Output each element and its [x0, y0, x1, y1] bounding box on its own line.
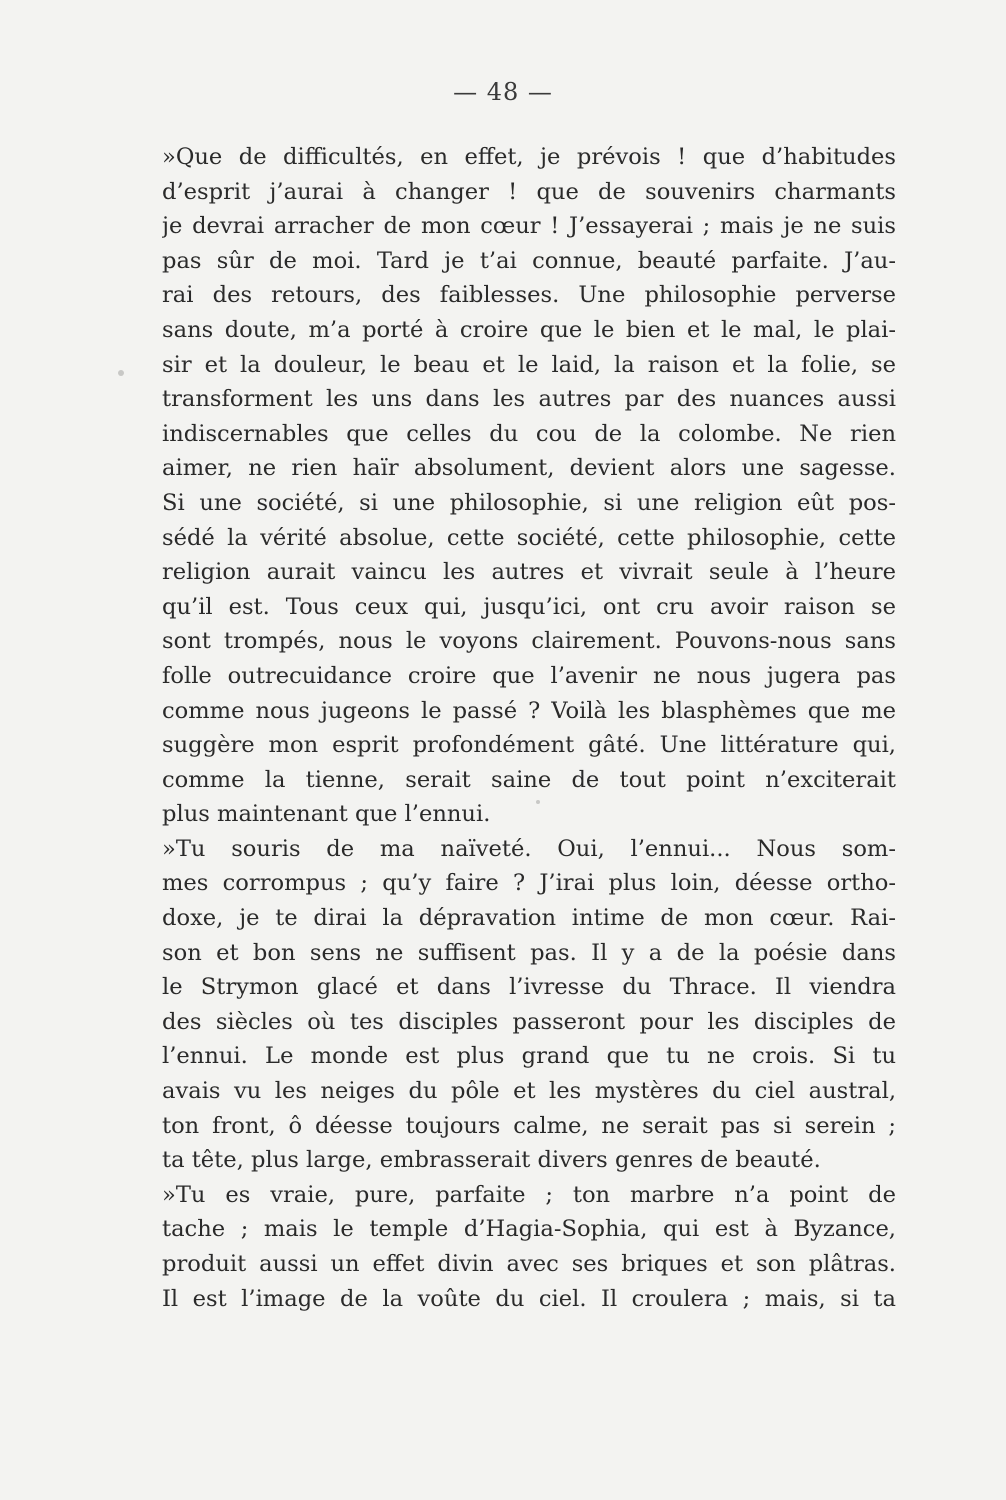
- text-line: je devrai arracher de mon cœur ! J’essayerai ; mais je ne suis: [162, 213, 896, 240]
- paper-speck: [118, 370, 124, 376]
- text-line: produit aussi un effet divin avec ses briques et son plâtras.: [162, 1251, 896, 1277]
- text-line: mes corrompus ; qu’y faire ? J’irai plus loin, déesse ortho-: [162, 870, 896, 897]
- text-line: aimer, ne rien haïr absolument, devient alors une sagesse.: [162, 455, 896, 482]
- text-line: Si une société, si une philosophie, si une religion eût pos-: [162, 489, 896, 516]
- text-line: pas sûr de moi. Tard je t’ai connue, beauté parfaite. J’au-: [162, 247, 896, 274]
- text-line: rai des retours, des faiblesses. Une philosophie perverse: [162, 282, 896, 309]
- text-line: comme nous jugeons le passé ? Voilà les blasphèmes que me: [162, 697, 896, 724]
- text-line: »Que de difficultés, en effet, je prévois ! que d’habitudes: [162, 144, 896, 170]
- text-line: d’esprit j’aurai à changer ! que de souvenirs charmants: [162, 178, 896, 205]
- text-line: folle outrecuidance croire que l’avenir ne nous jugera pas: [162, 662, 896, 689]
- text-line: »Tu souris de ma naïveté. Oui, l’ennui... Nous som-: [162, 835, 896, 862]
- text-line: sans doute, m’a porté à croire que le bien et le mal, le plai-: [162, 316, 896, 343]
- text-line: tache ; mais le temple d’Hagia-Sophia, qui est à Byzance,: [162, 1216, 896, 1243]
- text-line: religion aurait vaincu les autres et vivrait seule à l’heure: [162, 559, 896, 586]
- page-number: — 48 —: [453, 78, 553, 106]
- text-line: sont trompés, nous le voyons clairement. Pouvons-nous sans: [162, 628, 896, 655]
- text-line: comme la tienne, serait saine de tout point n’exciterait: [162, 766, 896, 793]
- text-line: avais vu les neiges du pôle et les mystères du ciel austral,: [162, 1078, 896, 1105]
- text-line: plus maintenant que l’ennui.: [162, 801, 491, 828]
- text-line: qu’il est. Tous ceux qui, jusqu’ici, ont cru avoir raison se: [162, 593, 896, 620]
- text-line: suggère mon esprit profondément gâté. Une littérature qui,: [162, 732, 896, 759]
- text-line: indiscernables que celles du cou de la colombe. Ne rien: [162, 420, 896, 447]
- text-line: ton front, ô déesse toujours calme, ne serait pas si serein ;: [162, 1112, 896, 1139]
- text-line: le Strymon glacé et dans l’ivresse du Thrace. Il viendra: [162, 974, 896, 1001]
- text-line: sir et la douleur, le beau et le laid, la raison et la folie, se: [162, 351, 896, 378]
- text-line: des siècles où tes disciples passeront pour les disciples de: [162, 1008, 896, 1035]
- text-line: l’ennui. Le monde est plus grand que tu ne crois. Si tu: [162, 1043, 896, 1070]
- text-line: doxe, je te dirai la dépravation intime de mon cœur. Rai-: [162, 905, 896, 932]
- text-line: son et bon sens ne suffisent pas. Il y a de la poésie dans: [162, 939, 896, 966]
- body-text: [162, 140, 896, 1316]
- text-line: transforment les uns dans les autres par des nuances aussi: [162, 386, 896, 413]
- text-line: sédé la vérité absolue, cette société, cette philosophie, cette: [162, 524, 896, 551]
- text-line: »Tu es vraie, pure, parfaite ; ton marbre n’a point de: [162, 1181, 896, 1208]
- text-line: ta tête, plus large, embrasserait divers genres de beauté.: [162, 1147, 821, 1174]
- text-line: Il est l’image de la voûte du ciel. Il croulera ; mais, si ta: [162, 1285, 896, 1312]
